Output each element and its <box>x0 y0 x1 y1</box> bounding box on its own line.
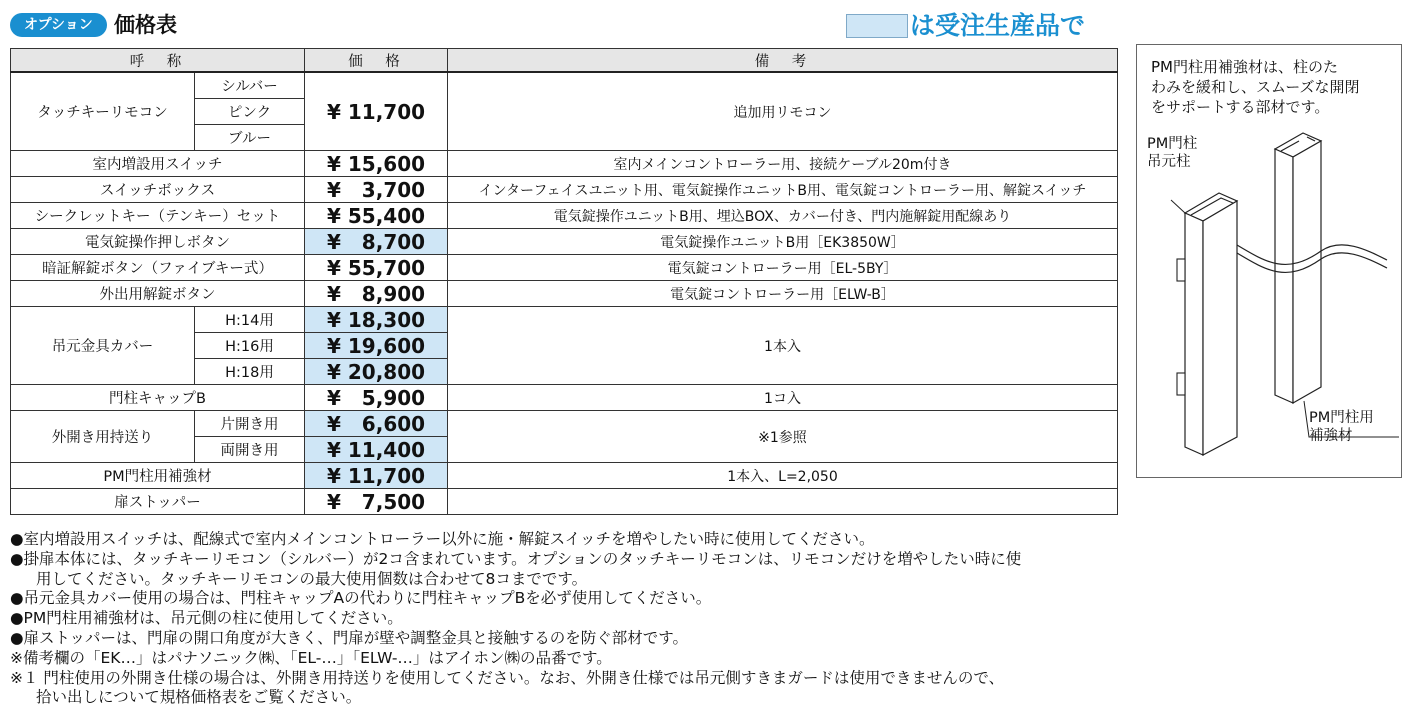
option-badge: オプション <box>10 13 107 37</box>
table-row <box>11 281 1118 307</box>
note-line: ※１ 門柱使用の外開き仕様の場合は、外開き用持送りを使用してください。なお、外開き仕様では吊元側すきまガードは使用できませんので、 <box>10 668 1005 687</box>
item-note: 室内メインコントローラー用、接続ケーブル20m付き <box>448 151 1118 177</box>
item-price: ¥ 8,900 <box>305 281 448 307</box>
note-line: ●掛扉本体には、タッチキーリモコン（シルバー）が2コ含まれています。オプションのタッチキーリモコンは、リモコンだけを増やしたい時に使 <box>10 549 1022 568</box>
item-note: 電気錠操作ユニットB用［EK3850W］ <box>448 229 1118 255</box>
table-row <box>11 307 1118 333</box>
item-price: ¥ 5,900 <box>305 385 448 411</box>
note-line: ●吊元金具カバー使用の場合は、門柱キャップAの代わりに門柱キャップBを必ず使用してください。 <box>10 589 712 608</box>
item-price: ¥ 7,500 <box>305 489 448 515</box>
item-price: ¥ 55,700 <box>305 255 448 281</box>
item-price: ¥ 55,400 <box>305 203 448 229</box>
item-name: 暗証解錠ボタン（ファイブキー式） <box>11 255 305 281</box>
item-note: 1本入 <box>448 307 1118 385</box>
table-row <box>11 489 1118 515</box>
table-row <box>11 151 1118 177</box>
item-name: 外開き用持送り <box>11 411 195 463</box>
item-name: 扉ストッパー <box>11 489 305 515</box>
header-name: 呼 称 <box>11 49 305 73</box>
page-header <box>10 6 1120 38</box>
item-note: インターフェイスユニット用、電気錠操作ユニットB用、電気錠コントローラー用、解錠スイッチ <box>448 177 1118 203</box>
item-price: ¥ 11,400 <box>305 437 448 463</box>
page-title: 価格表 <box>114 13 177 37</box>
notes-section <box>10 530 1130 708</box>
price-table <box>10 48 1118 515</box>
table-row <box>11 177 1118 203</box>
item-name: 外出用解錠ボタン <box>11 281 305 307</box>
variant-label: ピンク <box>195 99 305 125</box>
table-row <box>11 229 1118 255</box>
item-price: ¥ 19,600 <box>305 333 448 359</box>
item-note: 1本入、L=2,050 <box>448 463 1118 489</box>
table-row <box>11 463 1118 489</box>
table-header-row <box>11 49 1118 73</box>
item-price: ¥ 8,700 <box>305 229 448 255</box>
made-to-order-legend: は受注生産品で <box>910 11 1086 40</box>
note-line: ●PM門柱用補強材は、吊元側の柱に使用してください。 <box>10 609 403 628</box>
variant-label: 片開き用 <box>195 411 305 437</box>
item-price: ¥ 15,600 <box>305 151 448 177</box>
table-row <box>11 203 1118 229</box>
item-note: 電気錠操作ユニットB用、埋込BOX、カバー付き、門内施解錠用配線あり <box>448 203 1118 229</box>
item-note <box>448 489 1118 515</box>
item-price: ¥ 18,300 <box>305 307 448 333</box>
reinforcement-diagram <box>1136 44 1402 478</box>
note-line: ●室内増設用スイッチは、配線式で室内メインコントローラー以外に施・解錠スイッチを増やしたい時に使用してください。 <box>10 530 875 548</box>
item-name: 室内増設用スイッチ <box>11 151 305 177</box>
item-price: ¥ 3,700 <box>305 177 448 203</box>
header-note: 備 考 <box>448 49 1118 73</box>
variant-label: H:16用 <box>195 333 305 359</box>
item-name: シークレットキー（テンキー）セット <box>11 203 305 229</box>
variant-label: シルバー <box>195 72 305 99</box>
item-name: スイッチボックス <box>11 177 305 203</box>
variant-label: 両開き用 <box>195 437 305 463</box>
item-note: 電気錠コントローラー用［EL-5BY］ <box>448 255 1118 281</box>
item-price: ¥ 20,800 <box>305 359 448 385</box>
table-row <box>11 255 1118 281</box>
variant-label: H:18用 <box>195 359 305 385</box>
note-line: 用してください。タッチキーリモコンの最大使用個数は合わせて8コまでです。 <box>36 569 588 588</box>
item-name: 吊元金具カバー <box>11 307 195 385</box>
note-line: ●扉ストッパーは、門扉の開口角度が大きく、門扉が壁や調整金具と接触するのを防ぐ部材です。 <box>10 628 689 647</box>
item-note: 追加用リモコン <box>448 72 1118 151</box>
item-note: ※1参照 <box>448 411 1118 463</box>
post-label: PM門柱 吊元柱 <box>1147 136 1198 170</box>
item-note: 電気錠コントローラー用［ELW-B］ <box>448 281 1118 307</box>
item-note: 1コ入 <box>448 385 1118 411</box>
item-name: PM門柱用補強材 <box>11 463 305 489</box>
note-line: ※備考欄の「EK…」はパナソニック㈱、「EL-…」「ELW-…」はアイホン㈱の品番です。 <box>10 648 612 667</box>
variant-label: ブルー <box>195 125 305 151</box>
diagram-description: PM門柱用補強材は、柱のた わみを緩和し、スムーズな開閉 をサポートする部材です。 <box>1151 58 1360 116</box>
item-price: ¥ 6,600 <box>305 411 448 437</box>
note-line: 拾い出しについて規格価格表をご覧ください。 <box>36 688 362 707</box>
table-row <box>11 411 1118 437</box>
header-price: 価 格 <box>305 49 448 73</box>
reinforcement-label: PM門柱用 補強材 <box>1309 410 1374 444</box>
item-name: 電気錠操作押しボタン <box>11 229 305 255</box>
table-row <box>11 72 1118 99</box>
item-name: タッチキーリモコン <box>11 72 195 151</box>
table-row <box>11 385 1118 411</box>
made-to-order-swatch <box>846 14 908 38</box>
item-name: 門柱キャップB <box>11 385 305 411</box>
variant-label: H:14用 <box>195 307 305 333</box>
item-price: ¥ 11,700 <box>305 72 448 151</box>
item-price: ¥ 11,700 <box>305 463 448 489</box>
